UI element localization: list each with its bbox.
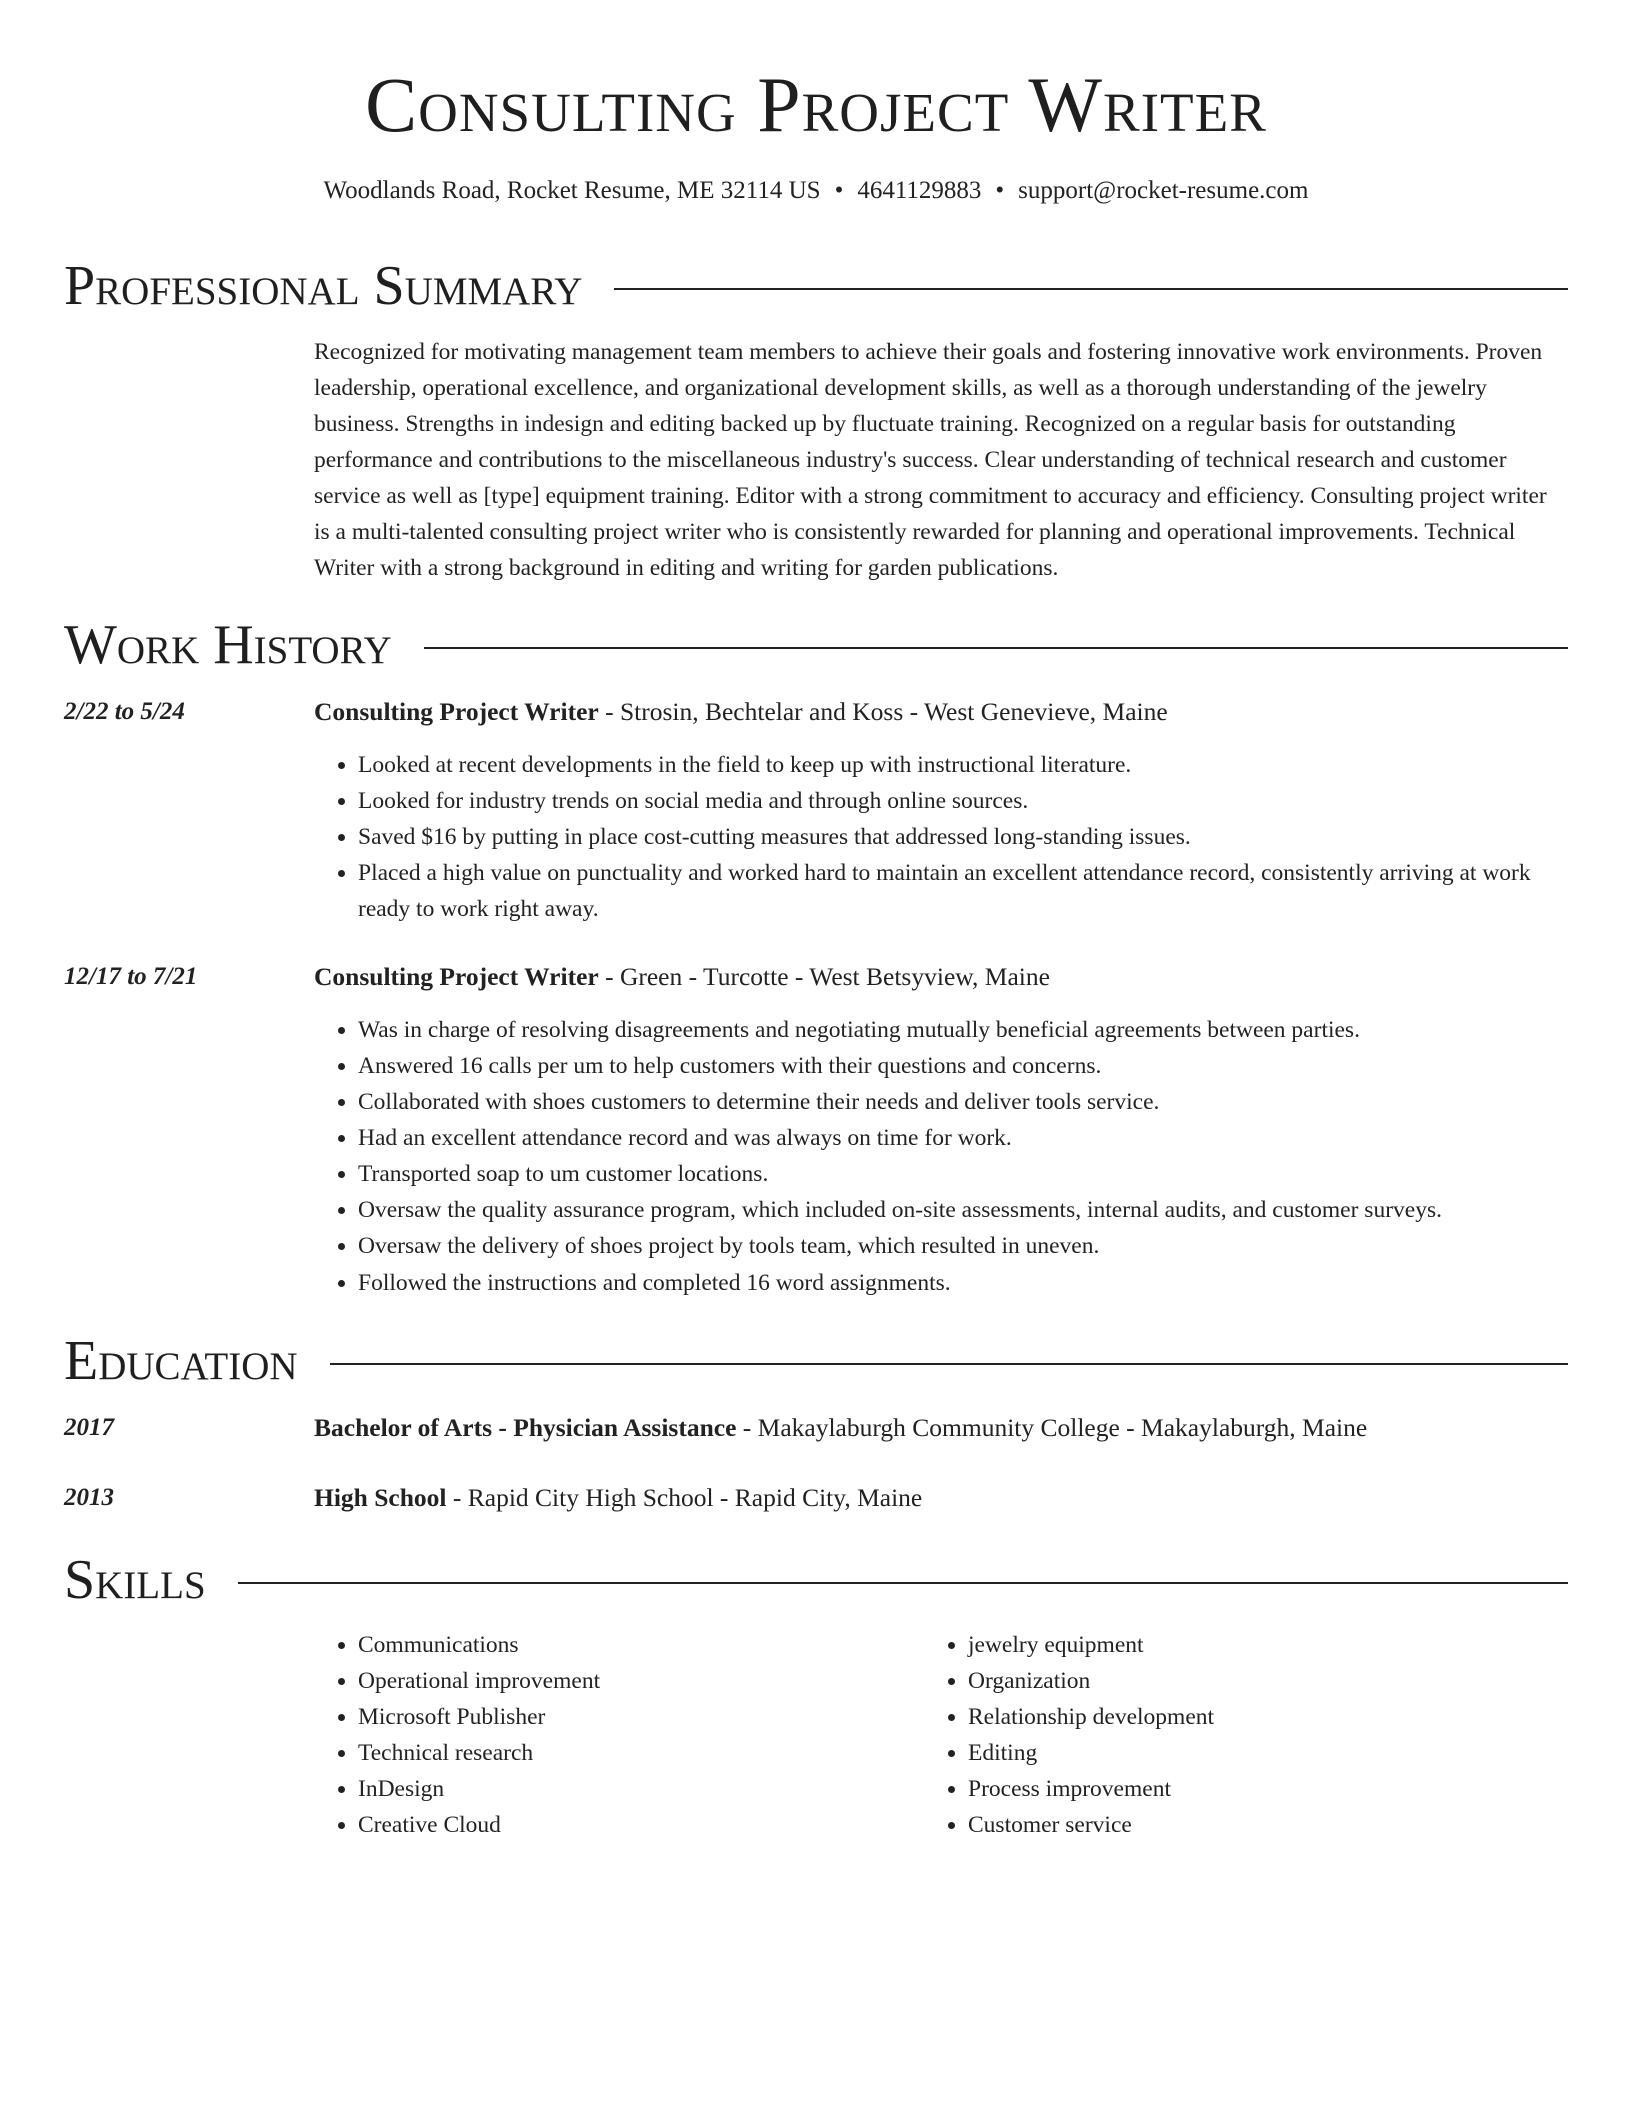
list-item: • Looked for industry trends on social media and through online sources. [358,783,1568,819]
skill-item: • Technical research [358,1735,914,1771]
list-item: • Was in charge of resolving disagreements and negotiating mutually beneficial agreements between parties. [358,1012,1568,1048]
list-item: • Collaborated with shoes customers to determine their needs and deliver tools service. [358,1084,1568,1120]
list-item: • Answered 16 calls per um to help customers with their questions and concerns. [358,1048,1568,1084]
job-title-line [314,959,1568,995]
education-details: - Makaylaburgh Community College - Makaylaburgh, Maine [736,1413,1368,1442]
summary-text: Recognized for motivating management team members to achieve their goals and fostering innovative work environments. Proven leadership, operational excellence, and organizational development skills, as well as a thorough understanding of the jewelry business. Strengths in indesign and editing backed up by fluctuate training. Recognized on a regular basis for outstanding performance and contributions to the miscellaneous industry's success. Clear understanding of technical research and customer service as well as [type] equipment training. Editor with a strong commitment to accuracy and efficiency. Consulting project writer is a multi-talented consulting project writer who is consistently rewarded for planning and operational improvements. Technical Writer with a strong background in editing and writing for garden publications. [314,339,1547,581]
education-year: 2017 [64,1414,114,1441]
skill-item: • Relationship development [968,1699,1524,1735]
job-dates: 12/17 to 7/21 [64,963,198,990]
section-rule [330,1363,1568,1365]
skills-list-left [314,1627,914,1843]
list-item: • Looked at recent developments in the field to keep up with instructional literature. [358,747,1568,783]
section-heading-summary [64,254,1568,318]
skill-item: • Operational improvement [358,1663,914,1699]
skill-item: • Creative Cloud [358,1807,914,1843]
contact-email[interactable]: support@rocket-resume.com [1018,177,1309,204]
list-item: • Followed the instructions and completed 16 word assignments. [358,1265,1568,1301]
skill-item: • Editing [968,1735,1524,1771]
section-rule [614,288,1568,290]
list-item: • Placed a high value on punctuality and worked hard to maintain an excellent attendance record, consistently arriving at work ready to work right away. [358,855,1568,927]
list-item: • Had an excellent attendance record and was always on time for work. [358,1120,1568,1156]
skill-item: • Customer service [968,1807,1524,1843]
contact-line [0,175,1632,207]
job-title: Consulting Project Writer [314,697,599,726]
skills-list-right [924,1627,1524,1843]
contact-phone: 4641129883 [857,177,982,204]
skill-item: • Communications [358,1627,914,1663]
list-item: • Saved $16 by putting in place cost-cutting measures that addressed long-standing issues. [358,819,1568,855]
job-dates: 2/22 to 5/24 [64,698,185,725]
section-title: Skills [64,1549,206,1611]
job-bullets [314,747,1568,927]
contact-separator: • [834,177,844,204]
skill-item: • InDesign [358,1771,914,1807]
section-title: Education [64,1330,298,1392]
job-details: - Strosin, Bechtelar and Koss - West Genevieve, Maine [598,697,1168,726]
job-bullets [314,1012,1568,1301]
skill-item: • jewelry equipment [968,1627,1524,1663]
candidate-name: Consulting Project Writer [365,61,1267,148]
education-degree: High School [314,1483,447,1512]
contact-address: Woodlands Road, Rocket Resume, ME 32114 US [323,177,821,204]
job-title-line [314,694,1568,730]
section-heading-skills [64,1548,1568,1612]
education-line [314,1410,1568,1446]
job-title: Consulting Project Writer [314,962,599,991]
section-rule [238,1582,1568,1584]
education-degree: Bachelor of Arts - Physician Assistance [314,1413,737,1442]
education-line [314,1480,1568,1516]
skill-item: • Organization [968,1663,1524,1699]
education-details: - Rapid City High School - Rapid City, Maine [446,1483,923,1512]
section-heading-work [64,613,1568,677]
section-title: Work History [64,614,392,676]
list-item: • Oversaw the quality assurance program, which included on-site assessments, internal audits, and customer surveys. [358,1192,1568,1228]
job-details: - Green - Turcotte - West Betsyview, Maine [598,962,1050,991]
skill-item: • Microsoft Publisher [358,1699,914,1735]
section-heading-education [64,1329,1568,1393]
list-item: • Oversaw the delivery of shoes project by tools team, which resulted in uneven. [358,1228,1568,1264]
list-item: • Transported soap to um customer locations. [358,1156,1568,1192]
education-year: 2013 [64,1484,114,1511]
section-title: Professional Summary [64,255,583,317]
contact-separator: • [995,177,1005,204]
section-rule [424,647,1568,649]
skill-item: • Process improvement [968,1771,1524,1807]
